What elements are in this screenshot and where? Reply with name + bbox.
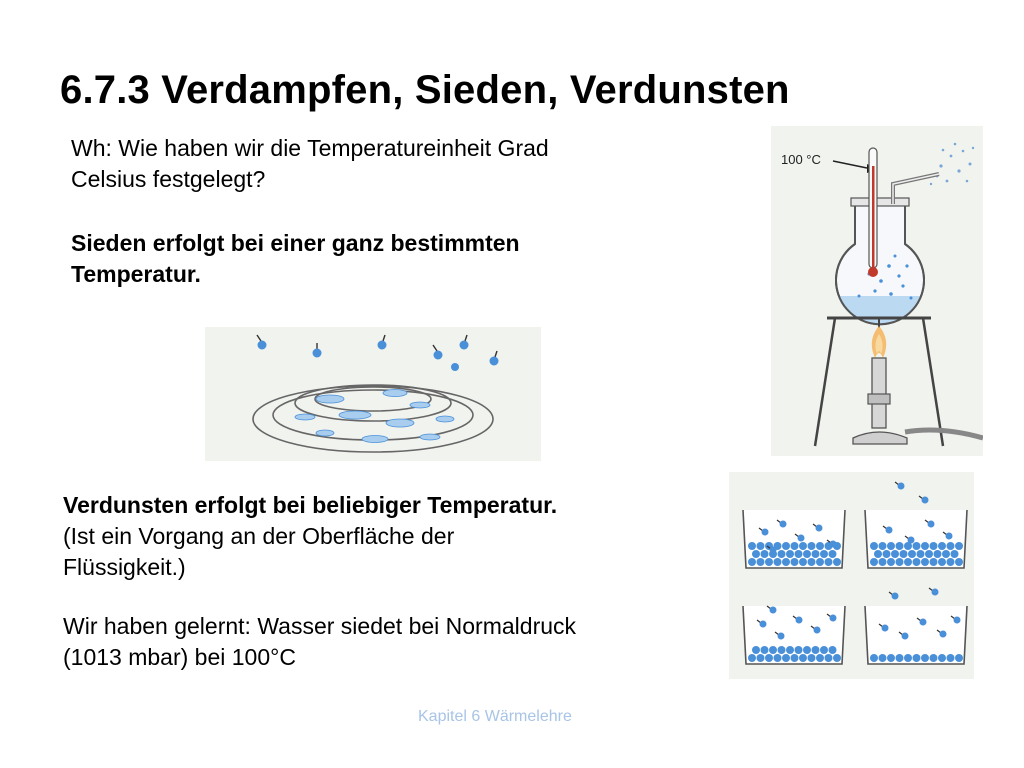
- question-text: [71, 133, 549, 195]
- boiling-flask-illustration: [771, 126, 983, 456]
- learned-line-1: Wir haben gelernt: Wasser siedet bei Normaldruck: [63, 613, 577, 639]
- thermometer-label: 100 °C: [781, 152, 821, 167]
- question-line-2: Celsius festgelegt?: [71, 166, 266, 192]
- learned-line-2: (1013 mbar) bei 100°C: [63, 644, 296, 670]
- evaporation-statement: [63, 490, 557, 583]
- learned-statement: [63, 611, 576, 673]
- slide-title: 6.7.3 Verdampfen, Sieden, Verdunsten: [60, 68, 790, 112]
- question-line-1: Wh: Wie haben wir die Temperatureinheit Grad: [71, 135, 549, 161]
- boiling-line-1: Sieden erfolgt bei einer ganz bestimmten: [71, 230, 520, 256]
- boiling-line-2: Temperatur.: [71, 261, 201, 287]
- footer-text: Kapitel 6 Wärmelehre: [418, 708, 572, 725]
- evaporation-line-3: Flüssigkeit.): [63, 554, 186, 580]
- evaporation-bold-line: Verdunsten erfolgt bei beliebiger Temperatur.: [63, 492, 558, 518]
- beakers-illustration: [729, 472, 974, 679]
- hotplate-illustration: [205, 327, 541, 461]
- boiling-statement: [71, 228, 520, 290]
- evaporation-line-2: (Ist ein Vorgang an der Oberfläche der: [63, 523, 455, 549]
